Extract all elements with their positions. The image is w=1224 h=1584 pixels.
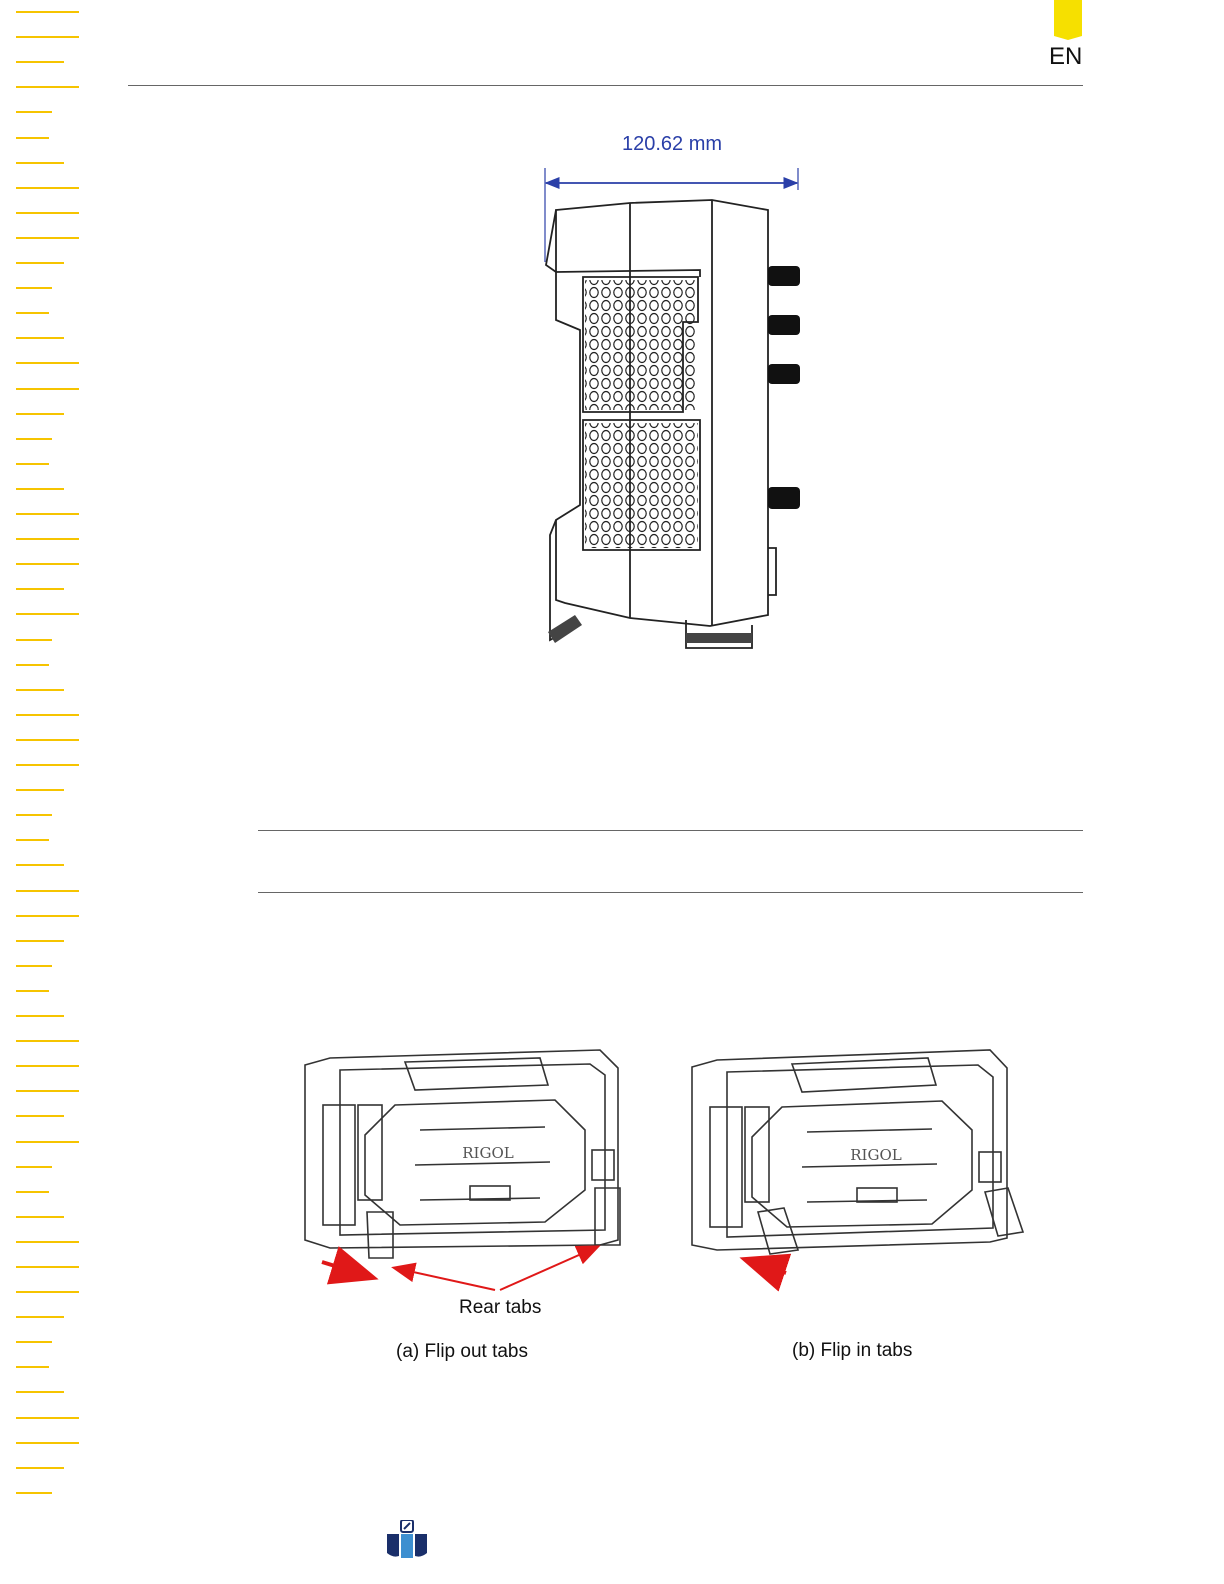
ruler-tick bbox=[16, 1391, 64, 1393]
ruler-tick bbox=[16, 162, 64, 164]
ruler-tick bbox=[16, 864, 64, 866]
ruler-tick bbox=[16, 187, 79, 189]
ruler-tick bbox=[16, 1141, 79, 1143]
ruler-tick bbox=[16, 965, 52, 967]
ruler-tick bbox=[16, 413, 64, 415]
width-dimension-label: 120.62 mm bbox=[622, 133, 723, 155]
instrument-back-flip-in bbox=[692, 1050, 1023, 1254]
ruler-tick bbox=[16, 111, 52, 113]
ruler-tick bbox=[16, 689, 64, 691]
ruler-tick bbox=[16, 1115, 64, 1117]
ruler-tick bbox=[16, 1166, 52, 1168]
rear-tabs-leaders bbox=[395, 1247, 597, 1290]
ruler-tick bbox=[16, 1291, 79, 1293]
ruler-tick bbox=[16, 789, 64, 791]
ruler-tick bbox=[16, 1417, 79, 1419]
ruler-tick bbox=[16, 86, 79, 88]
ruler-tick bbox=[16, 940, 64, 942]
ruler-tick bbox=[16, 1316, 64, 1318]
dimension-arrow bbox=[545, 168, 798, 262]
ruler-tick bbox=[16, 639, 52, 641]
ruler-tick bbox=[16, 137, 49, 139]
language-code: EN bbox=[1049, 43, 1083, 70]
note-rule-top bbox=[258, 830, 1083, 831]
ruler-tick bbox=[16, 1492, 52, 1494]
instrument-back-flip-out bbox=[305, 1050, 620, 1258]
ruler-tick bbox=[16, 814, 52, 816]
ruler-tick bbox=[16, 538, 79, 540]
ruler-tick bbox=[16, 1191, 49, 1193]
ruler-tick bbox=[16, 714, 79, 716]
ruler-tick bbox=[16, 1216, 64, 1218]
ruler-tick bbox=[16, 915, 79, 917]
ruler-tick bbox=[16, 312, 49, 314]
ruler-tick bbox=[16, 36, 79, 38]
ruler-tick bbox=[16, 388, 79, 390]
ruler-tick bbox=[16, 739, 79, 741]
ruler-tick bbox=[16, 61, 64, 63]
ruler-tick bbox=[16, 890, 79, 892]
ruler-tick bbox=[16, 664, 49, 666]
ruler-tick bbox=[16, 1341, 52, 1343]
ruler-tick bbox=[16, 1366, 49, 1368]
ruler-tick bbox=[16, 438, 52, 440]
note-rule-bottom bbox=[258, 892, 1083, 893]
caption-flip-out: (a) Flip out tabs bbox=[396, 1341, 528, 1362]
ruler-tick bbox=[16, 1015, 64, 1017]
ruler-tick bbox=[16, 337, 64, 339]
ruler-tick bbox=[16, 1266, 79, 1268]
brand-mark: RIGOL bbox=[462, 1144, 514, 1162]
brand-mark: RIGOL bbox=[850, 1146, 902, 1164]
side-view-drawing bbox=[520, 125, 820, 670]
ruler-tick bbox=[16, 1467, 64, 1469]
ruler-tick bbox=[16, 990, 49, 992]
language-bookmark-icon bbox=[1054, 0, 1082, 40]
ruler-tick bbox=[16, 839, 49, 841]
ruler-tick bbox=[16, 1040, 79, 1042]
caption-flip-in: (b) Flip in tabs bbox=[792, 1340, 913, 1361]
ruler-tick bbox=[16, 362, 79, 364]
ruler-tick bbox=[16, 1090, 79, 1092]
footer-logo-icon bbox=[385, 1520, 431, 1560]
ruler-tick bbox=[16, 212, 79, 214]
ruler-tick bbox=[16, 237, 79, 239]
ruler-tick bbox=[16, 463, 49, 465]
ruler-tick bbox=[16, 488, 64, 490]
rear-tabs-figure bbox=[285, 1025, 1075, 1325]
ruler-tick bbox=[16, 287, 52, 289]
ruler-tick bbox=[16, 764, 79, 766]
ruler-tick bbox=[16, 1065, 79, 1067]
ruler-tick bbox=[16, 262, 64, 264]
knobs bbox=[768, 266, 800, 509]
ruler-tick bbox=[16, 1241, 79, 1243]
ruler-tick bbox=[16, 1442, 79, 1444]
ruler-tick bbox=[16, 588, 64, 590]
side-ruler bbox=[0, 0, 90, 1584]
rear-tabs-callout: Rear tabs bbox=[459, 1297, 542, 1318]
header-rule bbox=[128, 85, 1083, 86]
ruler-tick bbox=[16, 563, 79, 565]
red-arrows bbox=[322, 1260, 786, 1277]
ruler-tick bbox=[16, 513, 79, 515]
ruler-tick bbox=[16, 11, 79, 13]
ruler-tick bbox=[16, 613, 79, 615]
